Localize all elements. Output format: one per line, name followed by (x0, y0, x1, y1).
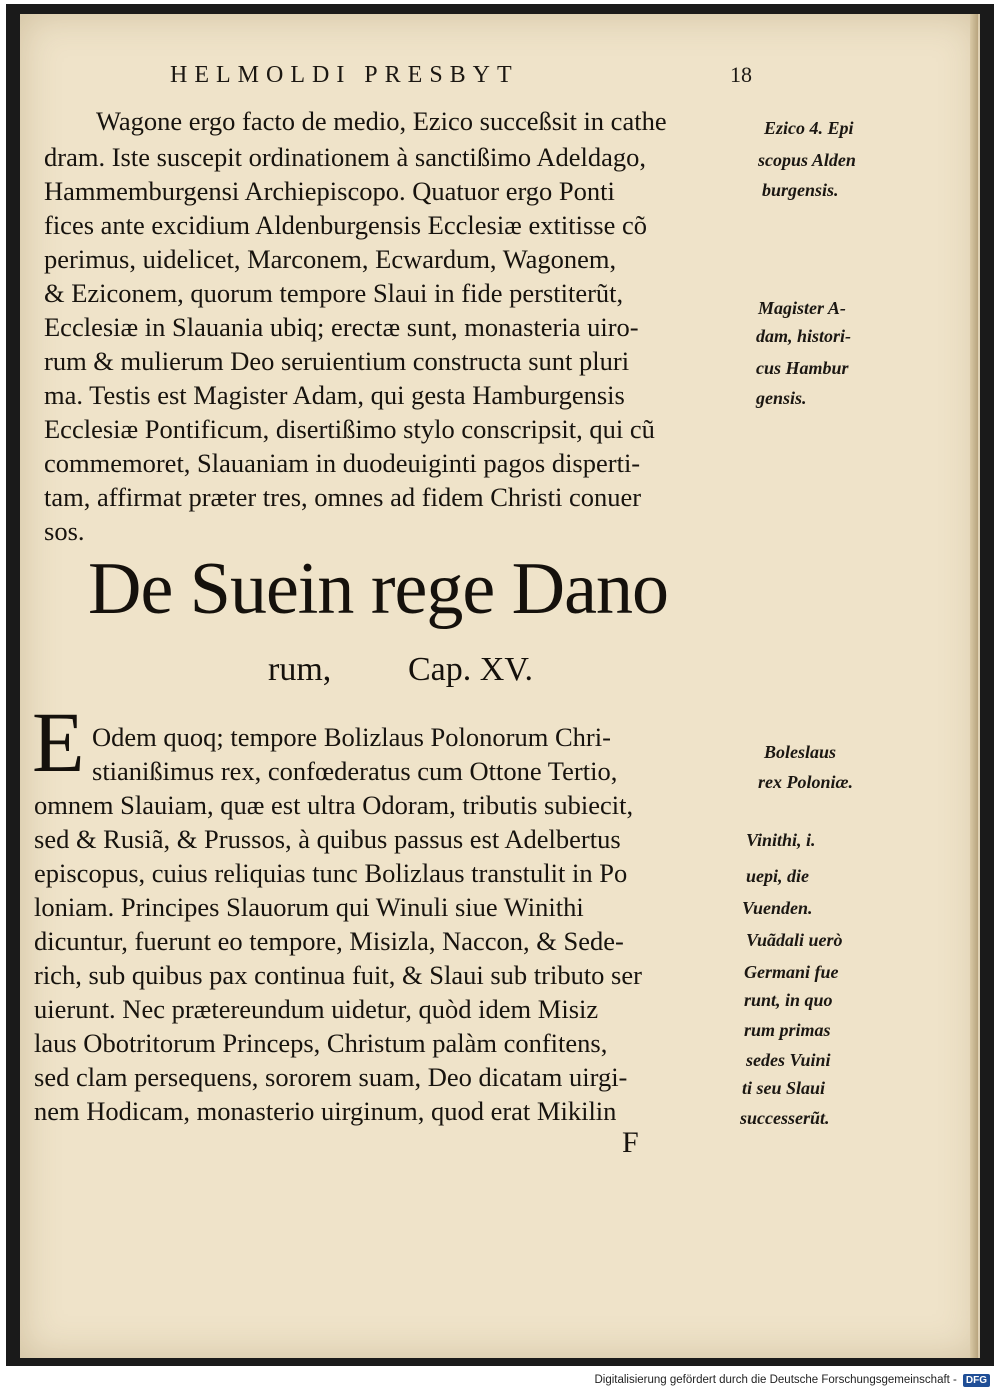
drop-initial: E (32, 694, 85, 790)
chapter-subtitle-left: rum, (268, 651, 332, 688)
body-line: fices ante excidium Aldenburgensis Ecclesiæ extitisse cõ (44, 210, 647, 240)
page-edge (970, 14, 978, 1358)
body-line: uierunt. Nec prætereundum uidetur, quòd idem Misiz (34, 994, 599, 1024)
margin-note: gensis. (756, 388, 807, 408)
margin-note: Ezico 4. Epi (764, 118, 854, 138)
digitization-footer (594, 1372, 990, 1388)
body-line: episcopus, cuius reliquias tunc Bolizlaus transtulit in Po (34, 858, 628, 888)
margin-note: Germani fue (744, 962, 839, 982)
body-line: Ecclesiæ Pontificum, disertißimo stylo conscripsit, qui cũ (44, 414, 655, 444)
margin-note: Vuãdali uerò (746, 930, 843, 950)
margin-note: ti seu Slaui (742, 1078, 826, 1098)
body-line: Ecclesiæ in Slauania ubiq; erectæ sunt, monasteria uiro- (44, 312, 639, 342)
margin-note: rum primas (744, 1020, 831, 1040)
margin-note: sedes Vuini (746, 1050, 831, 1070)
body-line: rum & mulierum Deo seruientium constructa sunt pluri (44, 346, 630, 376)
body-line: tam, affirmat præter tres, omnes ad fidem Christi conuer (44, 482, 642, 512)
running-head (170, 62, 810, 96)
margin-note: runt, in quo (744, 990, 833, 1010)
body-line: stianißimus rex, confœderatus cum Ottone Tertio, (92, 756, 618, 786)
margin-note: successerũt. (740, 1108, 830, 1128)
margin-note: cus Hambur (756, 358, 849, 378)
margin-note: Vinithi, i. (746, 830, 816, 850)
margin-note: rex Poloniæ. (758, 772, 854, 792)
margin-note: Boleslaus (764, 742, 837, 762)
body-line: dicuntur, fuerunt eo tempore, Misizla, Naccon, & Sede- (34, 926, 624, 956)
chapter-title: De Suein rege Dano (88, 548, 668, 630)
body-line: sed clam persequens, sororem suam, Deo dicatam uirgi- (34, 1062, 628, 1092)
body-line: nem Hodicam, monasterio uirginum, quod erat Mikilin (34, 1096, 617, 1126)
body-line: laus Obotritorum Princeps, Christum palàm confitens, (34, 1028, 608, 1058)
body-line: ma. Testis est Magister Adam, qui gesta Hamburgensis (44, 380, 625, 410)
margin-note: scopus Alden (758, 150, 856, 170)
folio-number: 18 (730, 62, 752, 87)
signature-mark: F (622, 1126, 639, 1159)
body-line: dram. Iste suscepit ordinationem à sanctißimo Adeldago, (44, 142, 646, 172)
margin-note: Vuenden. (742, 898, 813, 918)
margin-note: burgensis. (762, 180, 839, 200)
body-line: Hammemburgensi Archiepiscopo. Quatuor ergo Ponti (44, 176, 615, 206)
body-line: perimus, uidelicet, Marconem, Ecwardum, Wagonem, (44, 244, 617, 274)
margin-note: uepi, die (746, 866, 809, 886)
body-line: & Eziconem, quorum tempore Slaui in fide perstiterũt, (44, 278, 624, 308)
margin-note: dam, histori- (756, 326, 852, 346)
body-line: omnem Slauiam, quæ est ultra Odoram, tributis subiecit, (34, 790, 634, 820)
footer-text: Digitalisierung gefördert durch die Deutsche Forschungsgemeinschaft - (594, 1374, 957, 1386)
body-line: Wagone ergo facto de medio, Ezico succeßsit in cathe (96, 106, 667, 136)
body-line: sos. (44, 516, 85, 546)
body-line: commemoret, Slauaniam in duodeuiginti pagos disperti- (44, 448, 641, 478)
body-line: rich, sub quibus pax continua fuit, & Slaui sub tributo ser (34, 960, 642, 990)
chapter-number: Cap. XV. (408, 651, 533, 688)
margin-note: Magister A- (758, 298, 846, 318)
running-head-title: HELMOLDI PRESBYT (170, 62, 519, 88)
body-line: sed & Rusiã, & Prussos, à quibus passus est Adelbertus (34, 824, 621, 854)
body-line: loniam. Principes Slauorum qui Winuli siue Winithi (34, 892, 584, 922)
body-line: Odem quoq; tempore Bolizlaus Polonorum Chri- (92, 722, 611, 752)
dfg-logo: DFG (963, 1374, 990, 1387)
